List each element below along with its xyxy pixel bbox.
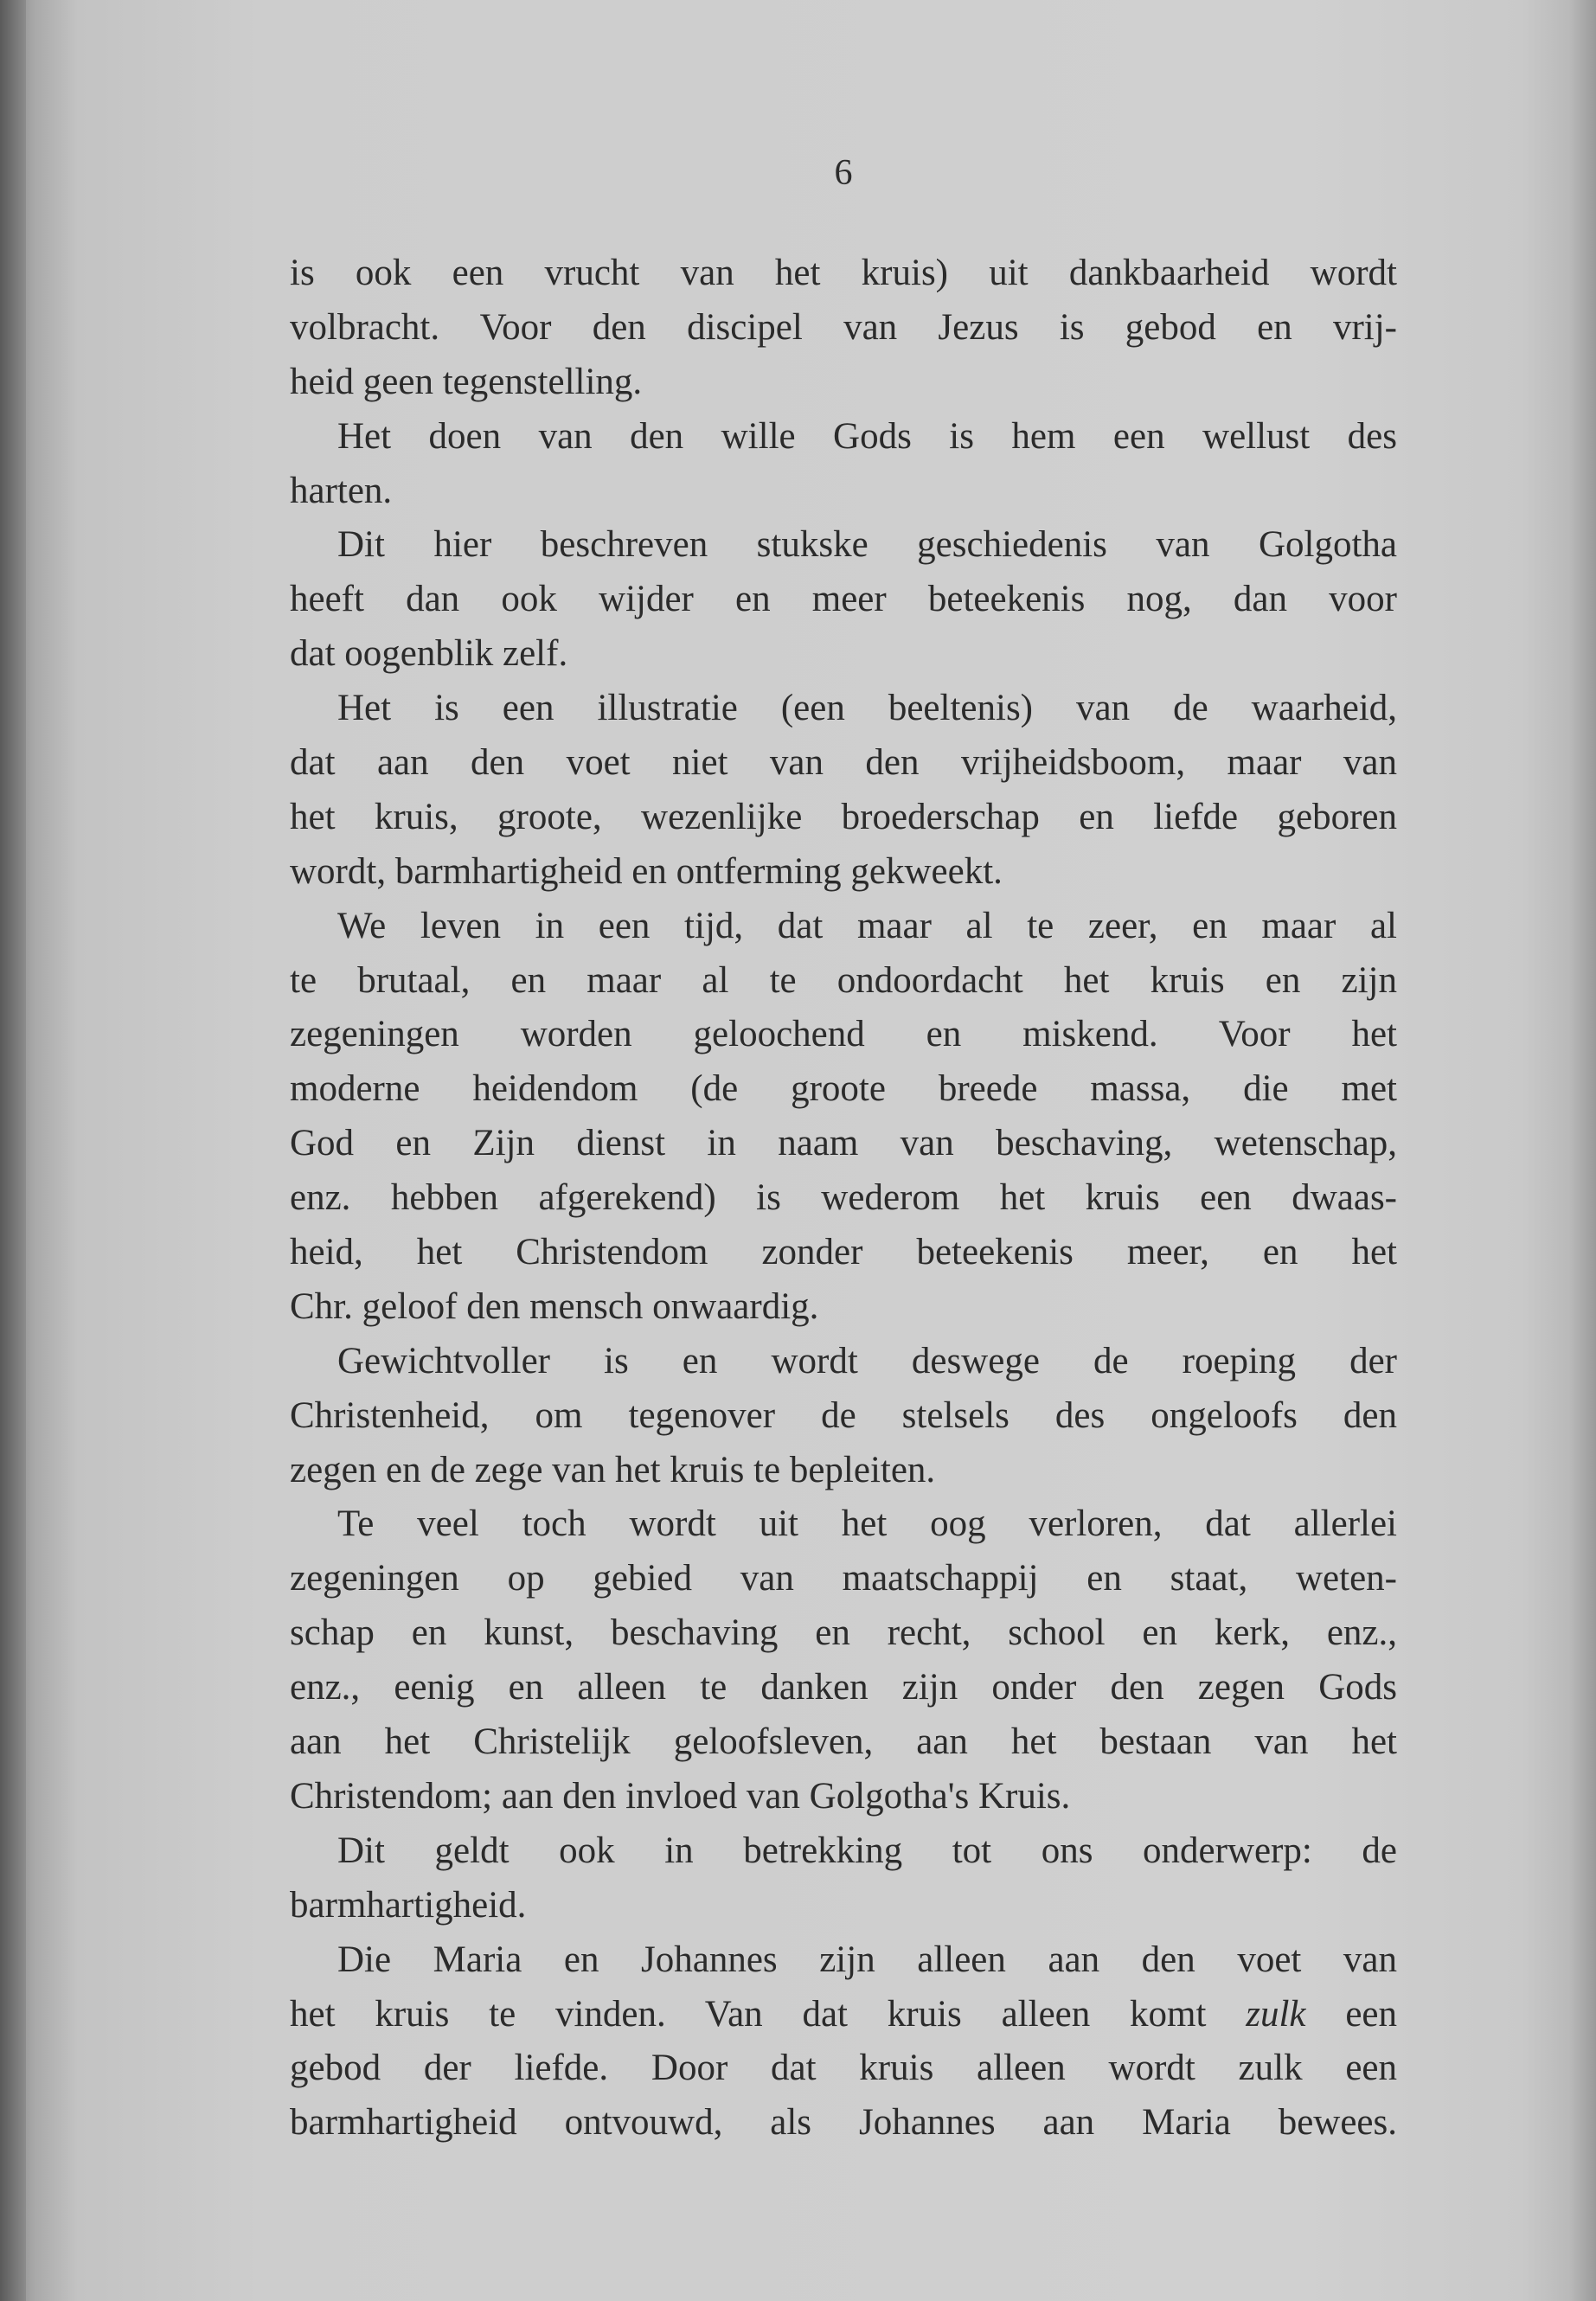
text-line: We leven in een tijd, dat maar al te zeer, en maar al (337, 905, 1397, 946)
text-line: Het is een illustratie (een beeltenis) van de waarheid, (337, 688, 1397, 729)
text-line: Gewichtvoller is en wordt deswege de roeping der (337, 1340, 1397, 1381)
text-line: zegen en de zege van het kruis te bepleiten. (290, 1449, 936, 1490)
text-line: dat oogenblik zelf. (290, 633, 568, 675)
text-line: het kruis, groote, wezenlijke broederschap en liefde geboren (290, 796, 1397, 837)
text-line: Chr. geloof den mensch onwaardig. (290, 1285, 819, 1327)
text-line: Die Maria en Johannes zijn alleen aan den voet van (337, 1939, 1397, 1980)
text-line: heid geen tegenstelling. (290, 361, 643, 402)
page-body (290, 247, 1397, 2150)
text-segment: een (1305, 1993, 1397, 2035)
text-line: enz., eenig en alleen te danken zijn onder den zegen Gods (290, 1667, 1397, 1708)
text-line: wordt, barmhartigheid en ontferming gekweekt. (290, 850, 1003, 892)
text-line: Te veel toch wordt uit het oog verloren, dat allerlei (337, 1503, 1397, 1545)
text-line: volbracht. Voor den discipel van Jezus is gebod en vrij- (290, 306, 1397, 348)
book-binding-shadow (0, 0, 26, 2301)
text-line: zegeningen worden geloochend en miskend. Voor het (290, 1014, 1397, 1055)
text-line: schap en kunst, beschaving en recht, school en kerk, enz., (290, 1612, 1397, 1654)
text-line: Christenheid, om tegenover de stelsels des ongeloofs den (290, 1394, 1397, 1436)
text-line: harten. (290, 470, 393, 511)
emphasized-word: zulk (1246, 1993, 1306, 2035)
text-line: heid, het Christendom zonder beteekenis meer, en het (290, 1232, 1397, 1273)
text-line: God en Zijn dienst in naam van beschaving, wetenschap, (290, 1123, 1397, 1164)
text-line: barmhartigheid. (290, 1884, 527, 1926)
text-line: barmhartigheid ontvouwd, als Johannes aan Maria bewees. (290, 2102, 1397, 2144)
text-line: enz. hebben afgerekend) is wederom het kruis een dwaas- (290, 1177, 1397, 1219)
text-line: is ook een vrucht van het kruis) uit dankbaarheid wordt (290, 253, 1397, 293)
text-line: zegeningen op gebied van maatschappij en staat, weten- (290, 1558, 1397, 1599)
text-line: aan het Christelijk geloofsleven, aan het bestaan van het (290, 1721, 1397, 1763)
text-line: te brutaal, en maar al te ondoordacht het kruis en zijn (290, 959, 1397, 1001)
text-line: gebod der liefde. Door dat kruis alleen wordt zulk een (290, 2048, 1397, 2089)
text-line-with-emphasis (290, 1988, 1397, 2042)
text-line: Het doen van den wille Gods is hem een wellust des (337, 415, 1397, 457)
text-line: moderne heidendom (de groote breede massa, die met (290, 1068, 1397, 1110)
text-line: Christendom; aan den invloed van Golgotha's Kruis. (290, 1775, 1071, 1817)
text-line: heeft dan ook wijder en meer beteekenis nog, dan voor (290, 579, 1397, 620)
text-line: Dit geldt ook in betrekking tot ons onderwerp: de (337, 1830, 1397, 1871)
text-line: Dit hier beschreven stukske geschiedenis van Golgotha (337, 524, 1397, 566)
text-segment: het kruis te vinden. Van dat kruis alleen komt (290, 1993, 1247, 2035)
page-number: 6 (834, 153, 853, 193)
text-line: dat aan den voet niet van den vrijheidsboom, maar van (290, 742, 1397, 784)
